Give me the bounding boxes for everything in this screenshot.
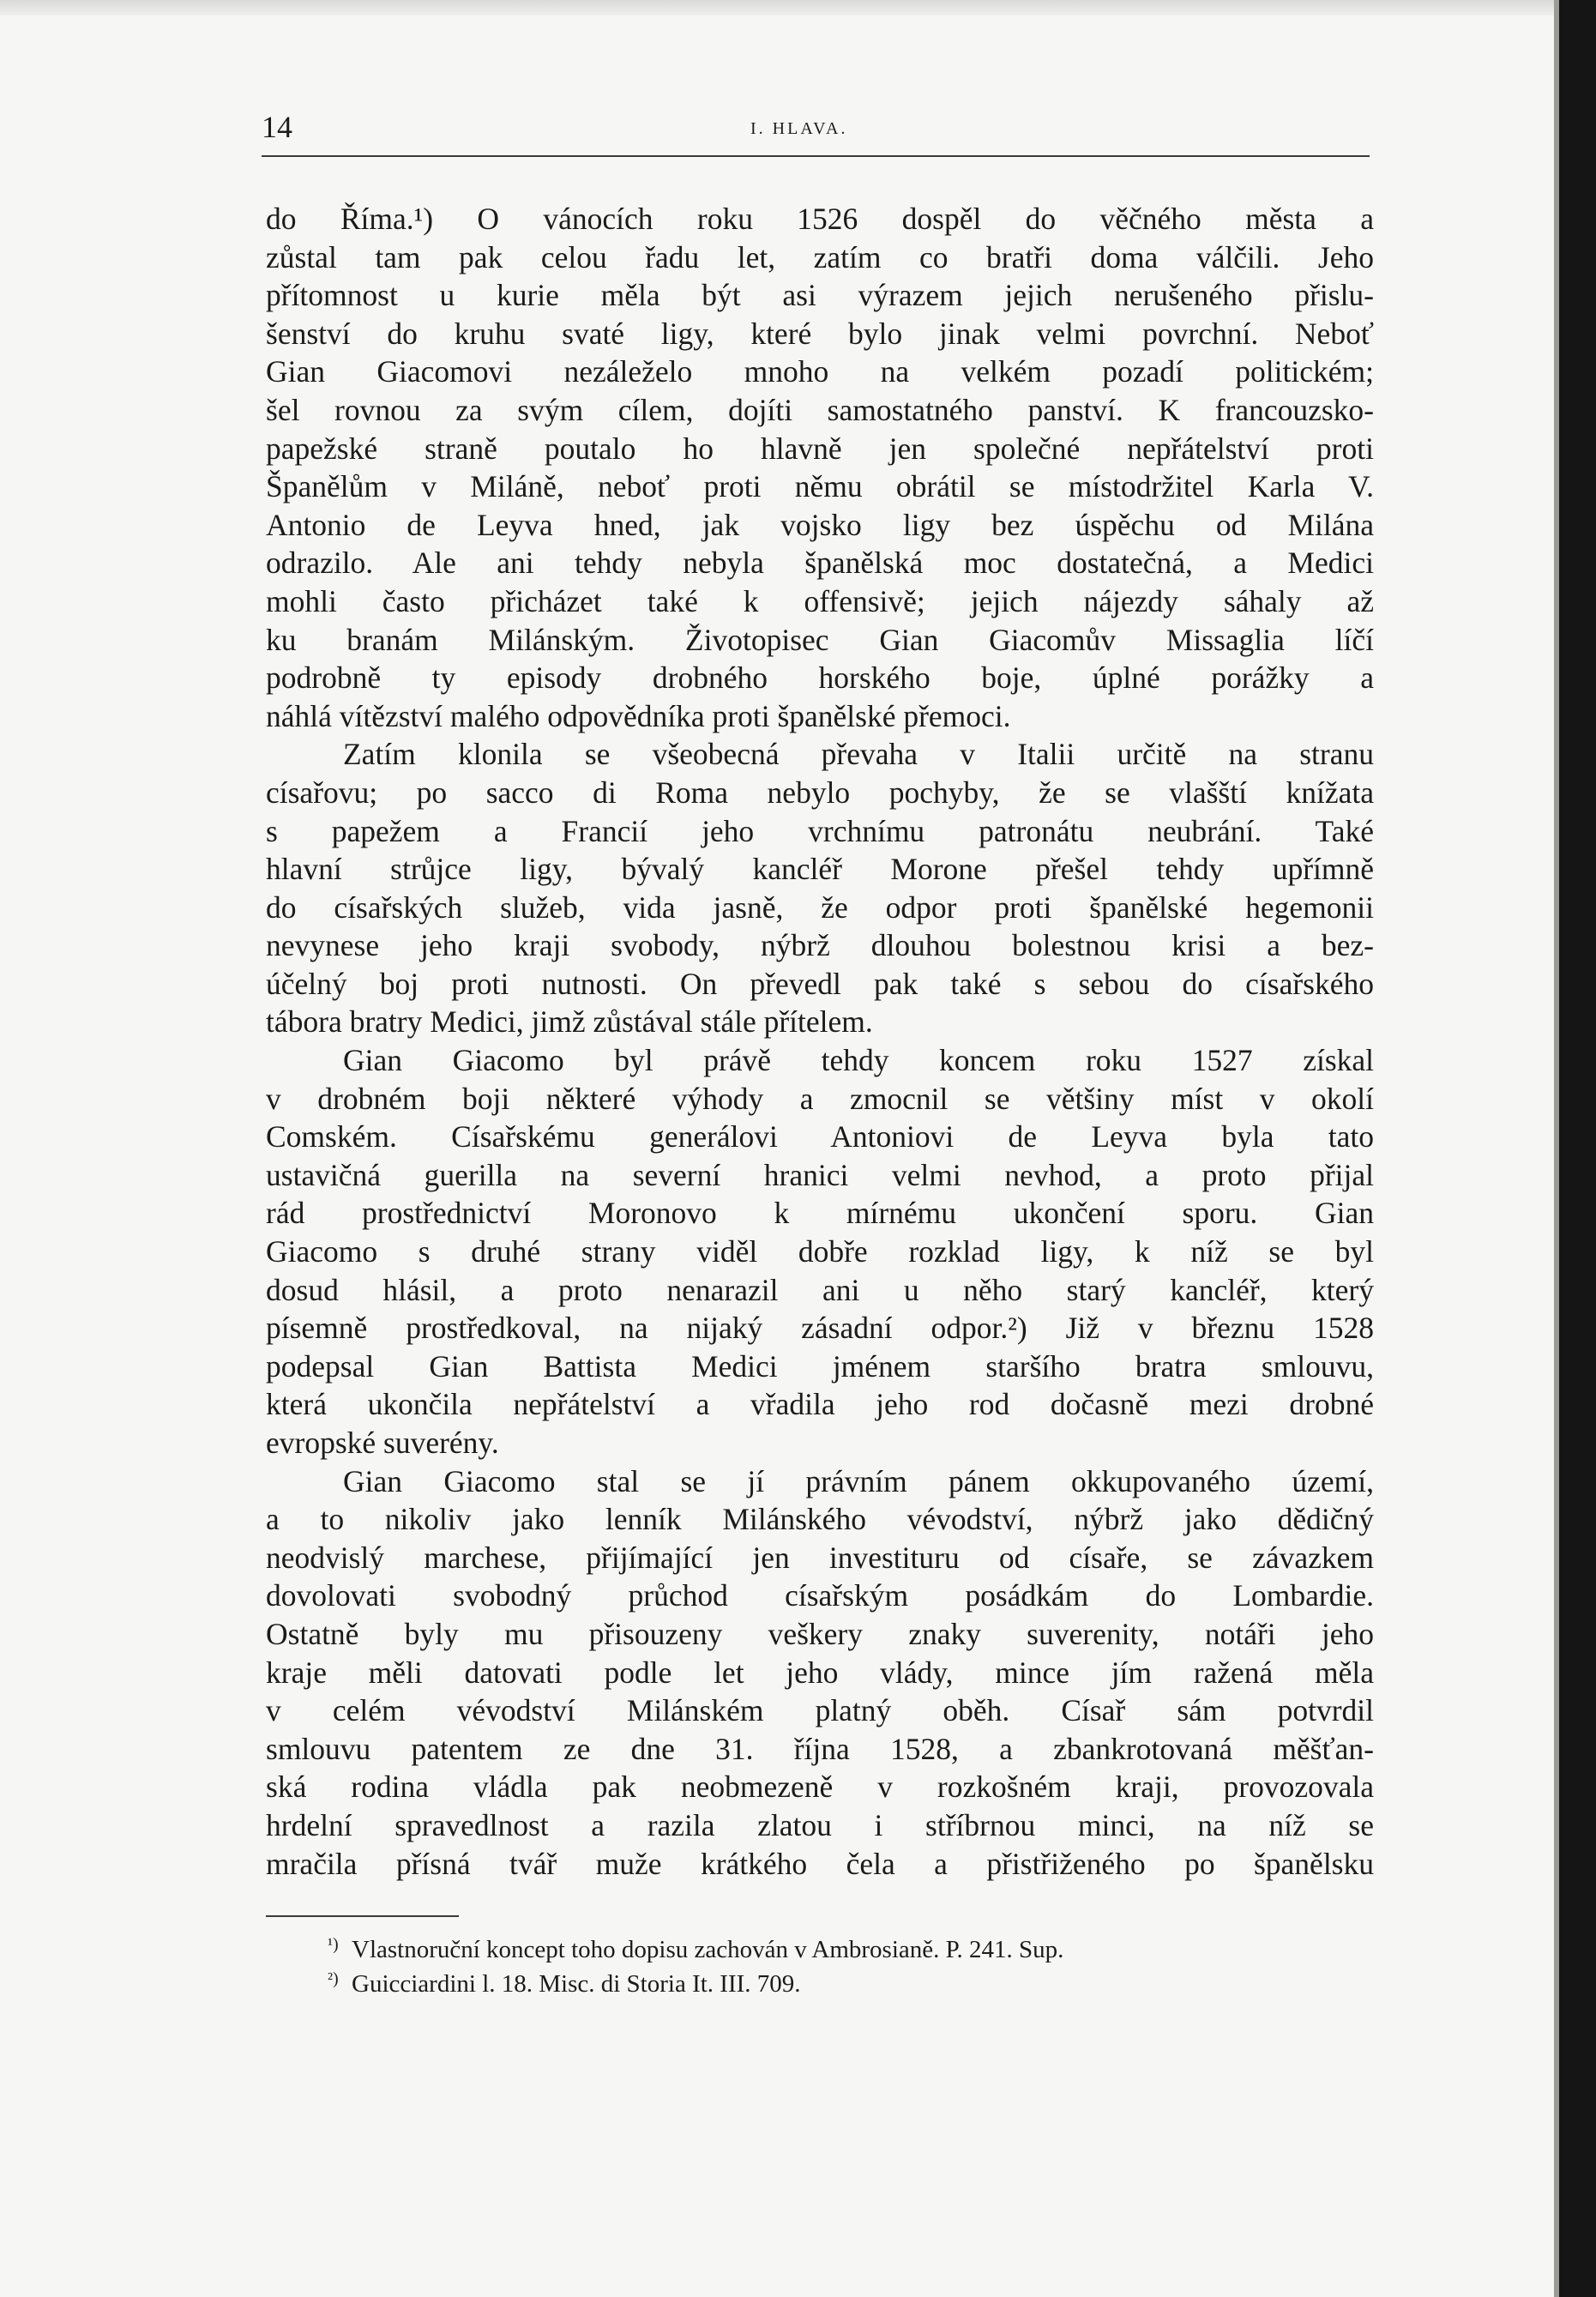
text-line: která ukončila nepřátelství a vřadila jeho rod dočasně mezi drobné	[266, 1387, 1374, 1422]
text-line: Španělům v Miláně, neboť proti němu obrátil se místodržitel Karla V.	[266, 469, 1374, 504]
text-line: odrazilo. Ale ani tehdy nebyla španělská moc dostatečná, a Medici	[266, 546, 1374, 581]
paragraph-start-line: Gian Giacomo stal se jí právním pánem okkupovaného území,	[343, 1463, 1374, 1498]
text-line: šel rovnou za svým cílem, dojíti samostatného panství. K francouzsko-	[266, 392, 1374, 427]
footnote-rule	[266, 1915, 459, 1917]
text-line: Ostatně byly mu přisouzeny veškery znaky suverenity, notáři jeho	[266, 1616, 1374, 1651]
text-line: dosud hlásil, a proto nenarazil ani u něho starý kancléř, který	[266, 1272, 1374, 1307]
text-line: mohli často přicházet také k offensivě; jejich nájezdy sáhaly až	[266, 583, 1374, 618]
text-line: hrdelní spravedlnost a razila zlatou i stříbrnou minci, na níž se	[266, 1807, 1374, 1842]
text-line: šenství do kruhu svaté ligy, které bylo jinak velmi povrchní. Neboť	[266, 316, 1374, 351]
text-line: nevynese jeho kraji svobody, nýbrž dlouhou bolestnou krisi a bez-	[266, 928, 1374, 963]
text-line: v celém vévodství Milánském platný oběh. Císař sám potvrdil	[266, 1693, 1374, 1728]
text-line: evropské suverény.	[266, 1426, 499, 1460]
text-line: neodvislý marchese, přijímající jen investituru od císaře, se závazkem	[266, 1540, 1374, 1575]
page-header	[262, 110, 1368, 153]
footnote	[328, 1967, 1381, 2001]
text-line: písemně prostředkoval, na nijaký zásadní odpor.²) Již v březnu 1528	[266, 1311, 1374, 1346]
text-line: Gian Giacomovi nezáleželo mnoho na velkém pozadí politickém;	[266, 354, 1374, 389]
text-line: Comském. Císařskému generálovi Antoniovi de Leyva byla tato	[266, 1119, 1374, 1155]
text-line: přítomnost u kurie měla být asi výrazem jejich nerušeného přislu-	[266, 278, 1374, 313]
text-line: mračila přísná tvář muže krátkého čela a přistřiženého po španělsku	[266, 1846, 1374, 1881]
footnote-text: Vlastnoruční koncept toho dopisu zachován v Ambrosianě. P. 241. Sup.	[352, 1936, 1064, 1963]
text-line: v drobném boji některé výhody a zmocnil se většiny míst v okolí	[266, 1081, 1374, 1116]
footnote-text: Guicciardini l. 18. Misc. di Storia It. III. 709.	[352, 1970, 801, 1998]
text-line: tábora bratry Medici, jimž zůstával stále přítelem.	[266, 1004, 873, 1040]
running-head: I. HLAVA.	[750, 119, 848, 138]
text-line: smlouvu patentem ze dne 31. října 1528, a zbankrotovaná měšťan-	[266, 1731, 1374, 1766]
text-line: dovolovati svobodný průchod císařským posádkám do Lombardie.	[266, 1578, 1374, 1613]
text-line: kraje měli datovati podle let jeho vlády, mince jím ražená měla	[266, 1655, 1374, 1690]
text-line: císařovu; po sacco di Roma nebylo pochyby, že se vlašští knížata	[266, 775, 1374, 810]
text-line: náhlá vítězství malého odpovědníka proti španělské přemoci.	[266, 698, 1011, 733]
text-line: rád prostřednictví Moronovo k mírnému ukončení sporu. Gian	[266, 1196, 1374, 1231]
text-line: papežské straně poutalo ho hlavně jen společné nepřátelství proti	[266, 431, 1374, 466]
text-line: s papežem a Francií jeho vrchnímu patronátu neubrání. Také	[266, 813, 1374, 848]
text-line: a to nikoliv jako lenník Milánského vévodství, nýbrž jako dědičný	[266, 1502, 1374, 1537]
text-line: ku branám Milánským. Životopisec Gian Giacomův Missaglia líčí	[266, 622, 1374, 657]
paragraph-start-line: Gian Giacomo byl právě tehdy koncem roku 1527 získal	[343, 1043, 1374, 1078]
text-line: Giacomo s druhé strany viděl dobře rozklad ligy, k níž se byl	[266, 1234, 1374, 1269]
text-line: do Říma.¹) O vánocích roku 1526 dospěl do věčného města a	[266, 202, 1374, 236]
header-rule	[262, 155, 1370, 157]
text-line: podrobně ty episody drobného horského boje, úplné porážky a	[266, 660, 1374, 696]
scan-margin-right	[1559, 0, 1596, 2297]
footnote	[328, 1932, 1381, 1967]
text-line: Antonio de Leyva hned, jak vojsko ligy bez úspěchu od Milána	[266, 507, 1374, 542]
footnote-mark: ²)	[328, 1969, 339, 1988]
text-line: zůstal tam pak celou řadu let, zatím co bratři doma válčili. Jeho	[266, 239, 1374, 274]
text-line: ská rodina vládla pak neobmezeně v rozkošném kraji, provozovala	[266, 1769, 1374, 1805]
text-line: podepsal Gian Battista Medici jménem staršího bratra smlouvu,	[266, 1348, 1374, 1384]
text-line: ustavičná guerilla na severní hranici velmi nevhod, a proto přijal	[266, 1157, 1374, 1192]
footnotes	[328, 1932, 1381, 2001]
footnote-mark: ¹)	[328, 1935, 339, 1954]
text-line: do císařských služeb, vida jasně, že odpor proti španělské hegemonii	[266, 889, 1374, 925]
body-text	[266, 200, 1374, 1883]
text-line: účelný boj proti nutnosti. On převedl pak také s sebou do císařského	[266, 966, 1374, 1001]
text-line: hlavní strůjce ligy, bývalý kancléř Morone přešel tehdy upřímně	[266, 852, 1374, 887]
paragraph-start-line: Zatím klonila se všeobecná převaha v Italii určitě na stranu	[343, 737, 1374, 772]
page-number: 14	[262, 110, 292, 144]
